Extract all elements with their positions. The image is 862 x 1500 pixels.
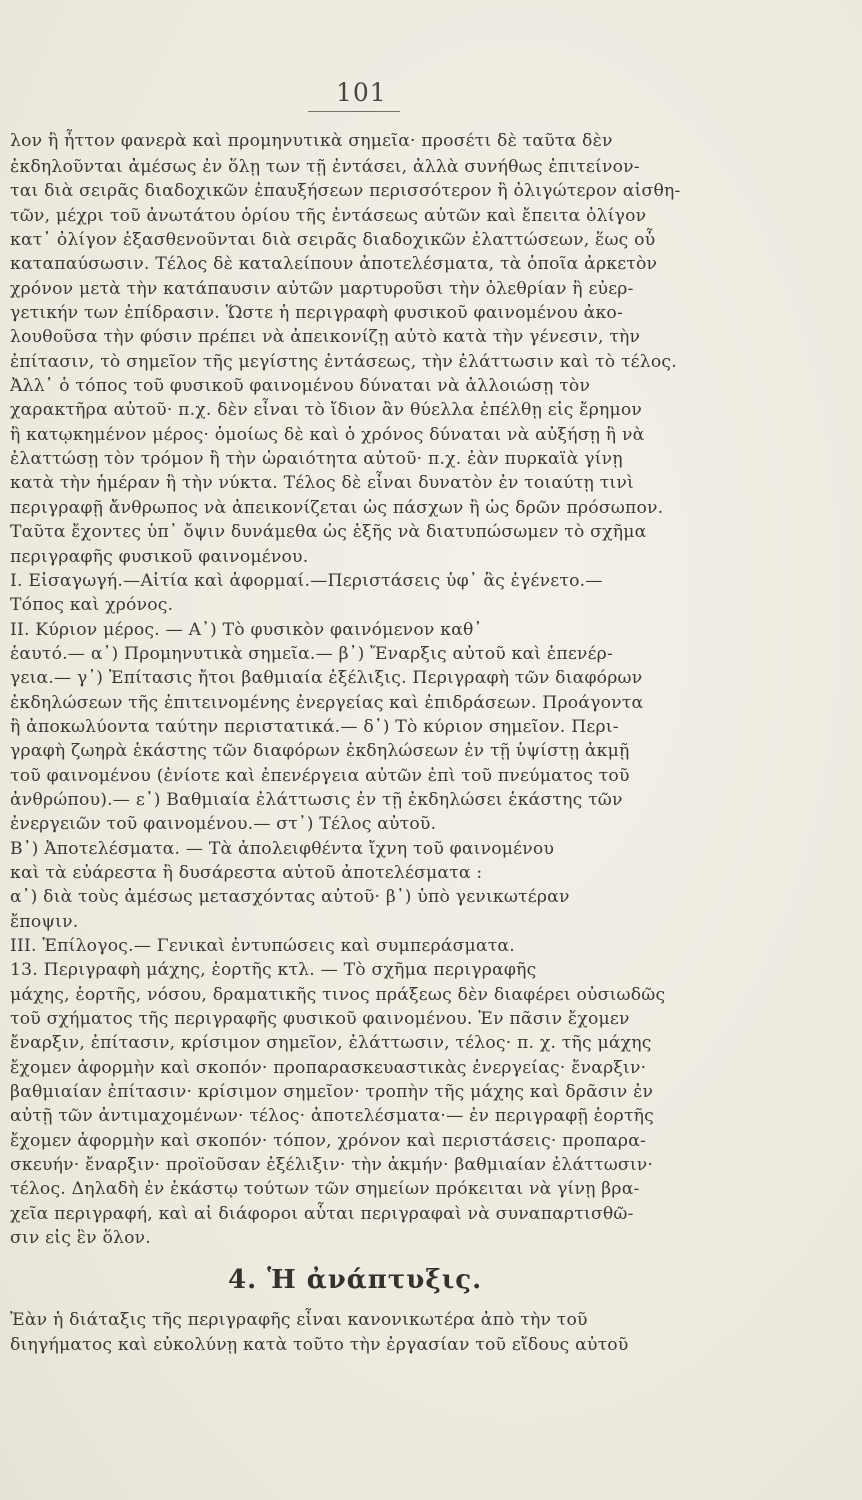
text-line: μάχης, ἑορτῆς, νόσου, δραματικῆς τινος πράξεως δὲν διαφέρει οὐσιωδῶς	[10, 984, 666, 1005]
outline-item: I. Εἰσαγωγή.—Αἰτία καὶ ἀφορμαί.—Περιστάσεις ὑφ᾽ ἃς ἐγένετο.—	[10, 570, 603, 591]
text-line: σκευήν· ἔναρξιν· προϊοῦσαν ἐξέλιξιν· τὴν ἀκμήν· βαθμιαίαν ἐλάττωσιν·	[10, 1155, 654, 1176]
outline-item: II. Κύριον μέρος. — Α᾽) Τὸ φυσικὸν φαινόμενον καθ᾽	[10, 619, 483, 640]
text-line: τέλος. Δηλαδὴ ἐν ἑκάστῳ τούτων τῶν σημείων πρόκειται νὰ γίνῃ βρα-	[10, 1179, 640, 1200]
text-line: λον ἢ ἧττον φανερὰ καὶ προμηνυτικὰ σημεῖα· προσέτι δὲ ταῦτα δὲν	[10, 131, 613, 151]
page-number-rule	[308, 111, 400, 112]
text-line: ἔχομεν ἀφορμὴν καὶ σκοπόν· προπαρασκευαστικὰς ἐνεργείας· ἔναρξιν·	[10, 1057, 647, 1078]
text-line: γραφὴ ζωηρὰ ἑκάστης τῶν διαφόρων ἐκδηλώσεων ἐν τῇ ὑψίστῃ ἀκμῇ	[10, 741, 630, 762]
text-line: διηγήματος καὶ εὐκολύνῃ κατὰ τοῦτο τὴν ἐργασίαν τοῦ εἴδους αὐτοῦ	[10, 1334, 629, 1355]
text-line: βαθμιαίαν ἐπίτασιν· κρίσιμον σημεῖον· τροπὴν τῆς μάχης καὶ δρᾶσιν ἐν	[10, 1082, 654, 1103]
outline-item: Β᾽) Ἀποτελέσματα. — Τὰ ἀπολειφθέντα ἴχνη τοῦ φαινομένου	[10, 838, 555, 859]
text-line: ται διὰ σειρᾶς διαδοχικῶν ἐπαυξήσεων περισσότερον ἢ ὀλιγώτερον αἰσθη-	[10, 181, 681, 202]
text-line: χαρακτῆρα αὐτοῦ· π.χ. δὲν εἶναι τὸ ἴδιον ἂν θύελλα ἐπέλθῃ εἰς ἔρημον	[10, 400, 643, 421]
text-line: τοῦ σχήματος τῆς περιγραφῆς φυσικοῦ φαινομένου. Ἐν πᾶσιν ἔχομεν	[10, 1009, 630, 1030]
paragraph-heading: 13. Περιγραφὴ μάχης, ἑορτῆς κτλ. — Τὸ σχῆμα περιγραφῆς	[10, 960, 537, 981]
text-line: γετικήν των ἐπίδρασιν. Ὥστε ἡ περιγραφὴ φυσικοῦ φαινομένου ἀκο-	[10, 303, 623, 324]
text-line: ἐκδηλοῦνται ἀμέσως ἐν ὅλῃ των τῇ ἐντάσει, ἀλλὰ συνήθως ἐπιτείνον-	[10, 157, 640, 177]
text-line: Ταῦτα ἔχοντες ὑπ᾽ ὄψιν δυνάμεθα ὡς ἑξῆς νὰ διατυπώσωμεν τὸ σχῆμα	[10, 522, 647, 543]
text-line: ἔχομεν ἀφορμὴν καὶ σκοπόν· τόπον, χρόνον καὶ περιστάσεις· προπαρα-	[10, 1130, 647, 1151]
section-heading: 4. Ἡ ἀνάπτυξις.	[228, 1265, 483, 1296]
text-line: ἑαυτό.— α᾽) Προμηνυτικὰ σημεῖα.— β᾽) Ἔναρξις αὐτοῦ καὶ ἐπενέρ-	[10, 643, 613, 664]
text-line: ἐλαττώσῃ τὸν τρόμον ἢ τὴν ὡραιότητα αὐτοῦ· π.χ. ἐὰν πυρκαϊὰ γίνῃ	[10, 449, 623, 470]
page-body	[10, 128, 722, 1357]
page-number: 101	[336, 78, 387, 107]
text-line: α᾽) διὰ τοὺς ἀμέσως μετασχόντας αὐτοῦ· β᾽) ὑπὸ γενικωτέραν	[10, 887, 570, 908]
text-line: Τόπος καὶ χρόνος.	[10, 595, 174, 616]
text-line: γεια.— γ᾽) Ἐπίτασις ἤτοι βαθμιαία ἐξέλιξις. Περιγραφὴ τῶν διαφόρων	[10, 668, 643, 689]
text-line: κατὰ τὴν ἡμέραν ἢ τὴν νύκτα. Τέλος δὲ εἶναι δυνατὸν ἐν τοιαύτῃ τινὶ	[10, 473, 634, 494]
text-line: τῶν, μέχρι τοῦ ἀνωτάτου ὁρίου τῆς ἐντάσεως αὐτῶν καὶ ἔπειτα ὀλίγον	[10, 205, 647, 226]
text-line: αὐτῇ τῶν ἀντιμαχομένων· τέλος· ἀποτελέσματα·— ἐν περιγραφῇ ἑορτῆς	[10, 1106, 654, 1127]
outline-item: III. Ἐπίλογος.— Γενικαὶ ἐντυπώσεις καὶ συμπεράσματα.	[10, 936, 515, 956]
text-line: λουθοῦσα τὴν φύσιν πρέπει νὰ ἀπεικονίζῃ αὐτὸ κατὰ τὴν γένεσιν, τὴν	[10, 327, 641, 348]
text-line: τοῦ φαινομένου (ἐνίοτε καὶ ἐπενέργεια αὐτῶν ἐπὶ τοῦ πνεύματος τοῦ	[10, 765, 630, 786]
text-line: ἐνεργειῶν τοῦ φαινομένου.— στ᾽) Τέλος αὐτοῦ.	[10, 814, 437, 835]
text-line: ἢ ἀποκωλύοντα ταύτην περιστατικά.— δ᾽) Τὸ κύριον σημεῖον. Περι-	[10, 716, 619, 737]
text-line: σιν εἰς ἓν ὅλον.	[10, 1228, 151, 1249]
text-line: Ἐὰν ἡ διάταξις τῆς περιγραφῆς εἶναι κανονικωτέρα ἀπὸ τὴν τοῦ	[10, 1310, 588, 1331]
text-line: κατ᾽ ὀλίγον ἐξασθενοῦνται διὰ σειρᾶς διαδοχικῶν ἐλαττώσεων, ἕως οὗ	[10, 230, 656, 251]
text-line: χρόνον μετὰ τὴν κατάπαυσιν αὐτῶν μαρτυροῦσι τὴν ὀλεθρίαν ἢ εὐερ-	[10, 278, 634, 299]
text-line: ἐκδηλώσεων τῆς ἐπιτεινομένης ἐνεργείας καὶ ἐπιδράσεων. Προάγοντα	[10, 692, 644, 713]
text-line: ἔποψιν.	[10, 911, 79, 932]
text-line: Ἀλλ᾽ ὁ τόπος τοῦ φυσικοῦ φαινομένου δύναται νὰ ἀλλοιώσῃ τὸν	[10, 376, 591, 397]
text-line: περιγραφῆς φυσικοῦ φαινομένου.	[10, 546, 309, 567]
text-line: περιγραφῇ ἄνθρωπος νὰ ἀπεικονίζεται ὡς πάσχων ἢ ὡς δρῶν πρόσωπον.	[10, 497, 664, 518]
text-line: ἢ κατῳκημένον μέρος· ὁμοίως δὲ καὶ ὁ χρόνος δύναται νὰ αὐξήσῃ ἢ νὰ	[10, 424, 645, 445]
text-line: χεῖα περιγραφή, καὶ αἱ διάφοροι αὗται περιγραφαὶ νὰ συναπαρτισθῶ-	[10, 1203, 634, 1224]
text-line: καταπαύσωσιν. Τέλος δὲ καταλείπουν ἀποτελέσματα, τὰ ὁποῖα ἀρκετὸν	[10, 254, 658, 275]
text-line: ἀνθρώπου).— ε᾽) Βαθμιαία ἐλάττωσις ἐν τῇ ἐκδηλώσει ἑκάστης τῶν	[10, 789, 623, 810]
text-line: ἔναρξιν, ἐπίτασιν, κρίσιμον σημεῖον, ἐλάττωσιν, τέλος· π. χ. τῆς μάχης	[10, 1033, 652, 1054]
text-line: ἐπίτασιν, τὸ σημεῖον τῆς μεγίστης ἐντάσεως, τὴν ἐλάττωσιν καὶ τὸ τέλος.	[10, 351, 677, 372]
text-line: καὶ τὰ εὐάρεστα ἢ δυσάρεστα αὐτοῦ ἀποτελέσματα :	[10, 862, 483, 883]
